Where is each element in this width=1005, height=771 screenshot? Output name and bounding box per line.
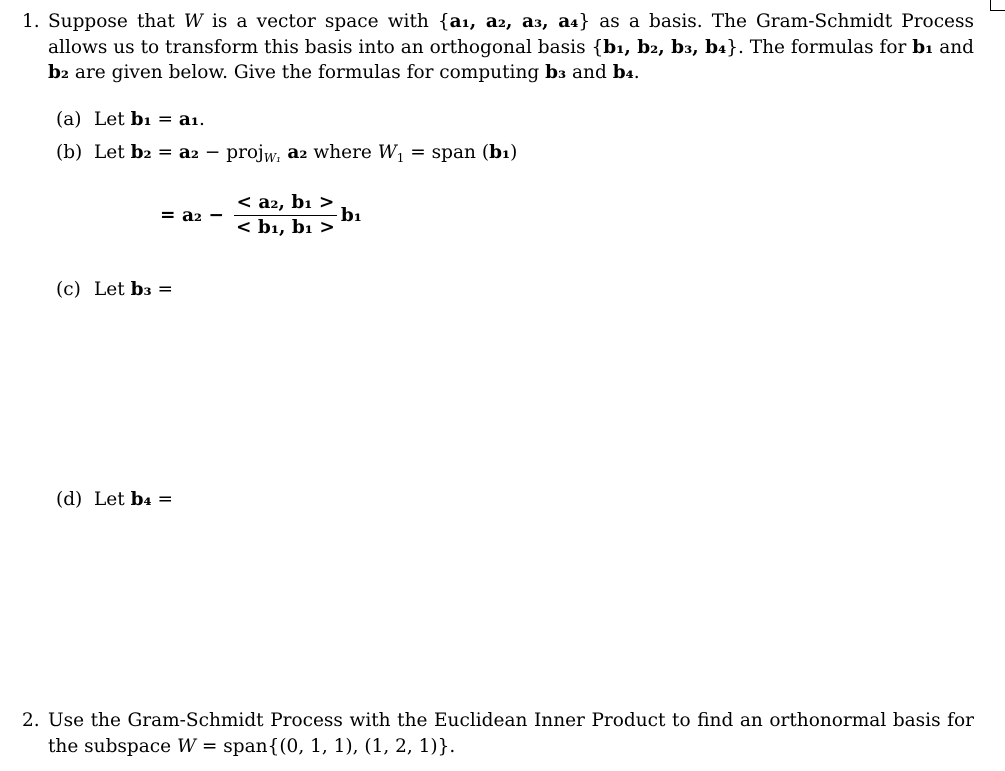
part-a-lhs: b₁ [130, 109, 152, 130]
problem-2-statement [48, 708, 974, 759]
symbol-W: W [183, 11, 203, 32]
page-corner-mark [990, 0, 1005, 11]
part-a [56, 107, 205, 132]
part-b [56, 140, 517, 165]
part-b-lhs: b₂ [130, 142, 152, 163]
part-c [56, 277, 173, 302]
part-b-where: where [307, 142, 378, 163]
part-c-let: Let [94, 279, 131, 300]
part-d-let: Let [94, 489, 131, 510]
part-b-a2: a₂ [178, 142, 199, 163]
problem-1 [22, 9, 974, 86]
part-b-fraction-line [160, 192, 362, 239]
fraction-line-suffix: b₁ [340, 205, 362, 226]
problem-1-statement [48, 9, 974, 86]
problem-1-number: 1. [22, 11, 40, 32]
part-b-equals: = [151, 142, 179, 163]
problem-1-text: } as a basis. The Gram-Schmidt Process allows us to transform this basis into an orthogonal basis { [48, 11, 974, 58]
problem-1-text: and [933, 36, 974, 58]
problem-1-text: and [566, 62, 613, 83]
part-b-span-close: ) [510, 142, 518, 163]
inner-product-fraction [234, 192, 337, 239]
problem-2-number: 2. [22, 710, 40, 731]
part-b-span-arg: b₁ [489, 142, 511, 163]
part-d [56, 487, 173, 512]
part-b-let: Let [94, 142, 131, 163]
part-a-period: . [198, 109, 205, 130]
part-a-rhs: a₁ [178, 109, 199, 130]
part-b-W1: W [377, 142, 397, 163]
part-b-label: (b) [56, 142, 83, 163]
problem-1-text: . [633, 62, 640, 83]
part-b-span: = span ( [404, 142, 490, 163]
part-a-equals: = [151, 109, 179, 130]
problem-1-text: are given below. Give the formulas for computing [69, 62, 546, 83]
problem-2 [22, 708, 974, 759]
part-d-label: (d) [56, 489, 83, 510]
symbol-b4: b₄ [612, 62, 634, 83]
symbol-W: W [177, 735, 197, 757]
part-b-proj-subscript: W₁ [263, 151, 281, 165]
fraction-denominator: < b₁, b₁ > [235, 217, 335, 238]
problem-1-text: is a vector space with { [202, 11, 450, 32]
part-b-W1-subscript: 1 [396, 151, 405, 165]
symbol-b1: b₁ [912, 36, 934, 58]
symbol-b3: b₃ [545, 62, 567, 83]
part-c-equals: = [151, 279, 173, 300]
basis-a-list: a₁, a₂, a₃, a₄ [449, 11, 579, 32]
part-a-label: (a) [56, 109, 82, 130]
part-a-let: Let [94, 109, 131, 130]
problem-1-text: }. The formulas for [726, 36, 913, 58]
symbol-b2: b₂ [48, 62, 70, 83]
basis-b-list: b₁, b₂, b₃, b₄ [603, 36, 727, 58]
part-c-label: (c) [56, 279, 81, 300]
problem-1-text: Suppose that [48, 11, 184, 32]
fraction-line-prefix: = a₂ − [160, 205, 224, 226]
part-b-proj: − proj [198, 142, 264, 163]
part-c-lhs: b₃ [130, 279, 152, 300]
part-d-lhs: b₄ [130, 489, 152, 510]
fraction-numerator: < a₂, b₁ > [236, 192, 335, 213]
part-b-proj-arg: a₂ [280, 142, 308, 163]
problem-2-text: = span{(0, 1, 1), (1, 2, 1)}. [196, 735, 456, 757]
part-d-equals: = [151, 489, 173, 510]
problem-2-text: Use the Gram-Schmidt Process with the Euclidean Inner Product to find an orthonormal basis for the subspace [48, 710, 974, 757]
